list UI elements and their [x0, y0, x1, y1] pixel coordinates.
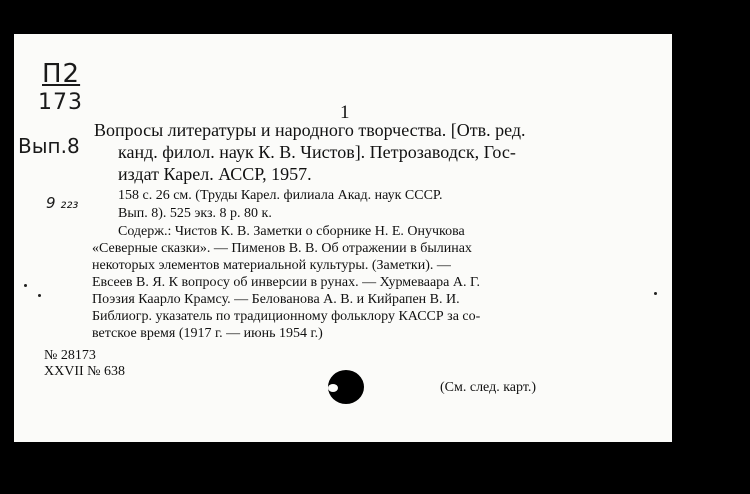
- catalog-card: [14, 34, 672, 442]
- contents-line: Содерж.: Чистов К. В. Заметки о сборнике Н. Е. Онучкова: [118, 224, 465, 239]
- title-line: издат Карел. АССР, 1957.: [118, 164, 312, 184]
- continuation-note: (См. след. карт.): [440, 380, 537, 395]
- handwritten-scribble: 9 ₂₂₃: [46, 194, 79, 212]
- shelfmark-top: П2: [42, 59, 81, 89]
- register-number: № 28173: [44, 348, 96, 363]
- shelfmark-bottom: 173: [38, 90, 83, 115]
- ink-speck: [38, 294, 41, 297]
- series-line: 158 с. 26 см. (Труды Карел. филиала Акад. наук СССР.: [118, 188, 443, 203]
- issue-note: Вып.8: [18, 134, 80, 158]
- title-line: Вопросы литературы и народного творчества. [Отв. ред.: [94, 120, 526, 140]
- contents-line: Библиогр. указатель по традиционному фольклору КАССР за со-: [92, 309, 481, 324]
- title-line: канд. филол. наук К. В. Чистов]. Петрозаводск, Гос-: [118, 142, 516, 162]
- contents-line: некоторых элементов материальной культуры. (Заметки). —: [92, 258, 451, 273]
- contents-line: ветское время (1917 г. — июнь 1954 г.): [92, 326, 323, 341]
- series-line: Вып. 8). 525 экз. 8 р. 80 к.: [118, 206, 272, 221]
- card-number: 1: [340, 102, 350, 123]
- contents-line: Евсеев В. Я. К вопросу об инверсии в рунах. — Хурмеваара А. Г.: [92, 275, 481, 290]
- contents-line: «Северные сказки». — Пименов В. В. Об отражении в былинах: [92, 241, 472, 256]
- ink-speck: [654, 292, 657, 295]
- contents-line: Поэзия Каарло Крамсу. — Белованова А. В. и Кийрапен В. И.: [92, 292, 460, 307]
- punch-hole: [328, 370, 364, 404]
- register-volume: XXVII № 638: [44, 364, 126, 379]
- ink-speck: [24, 284, 27, 287]
